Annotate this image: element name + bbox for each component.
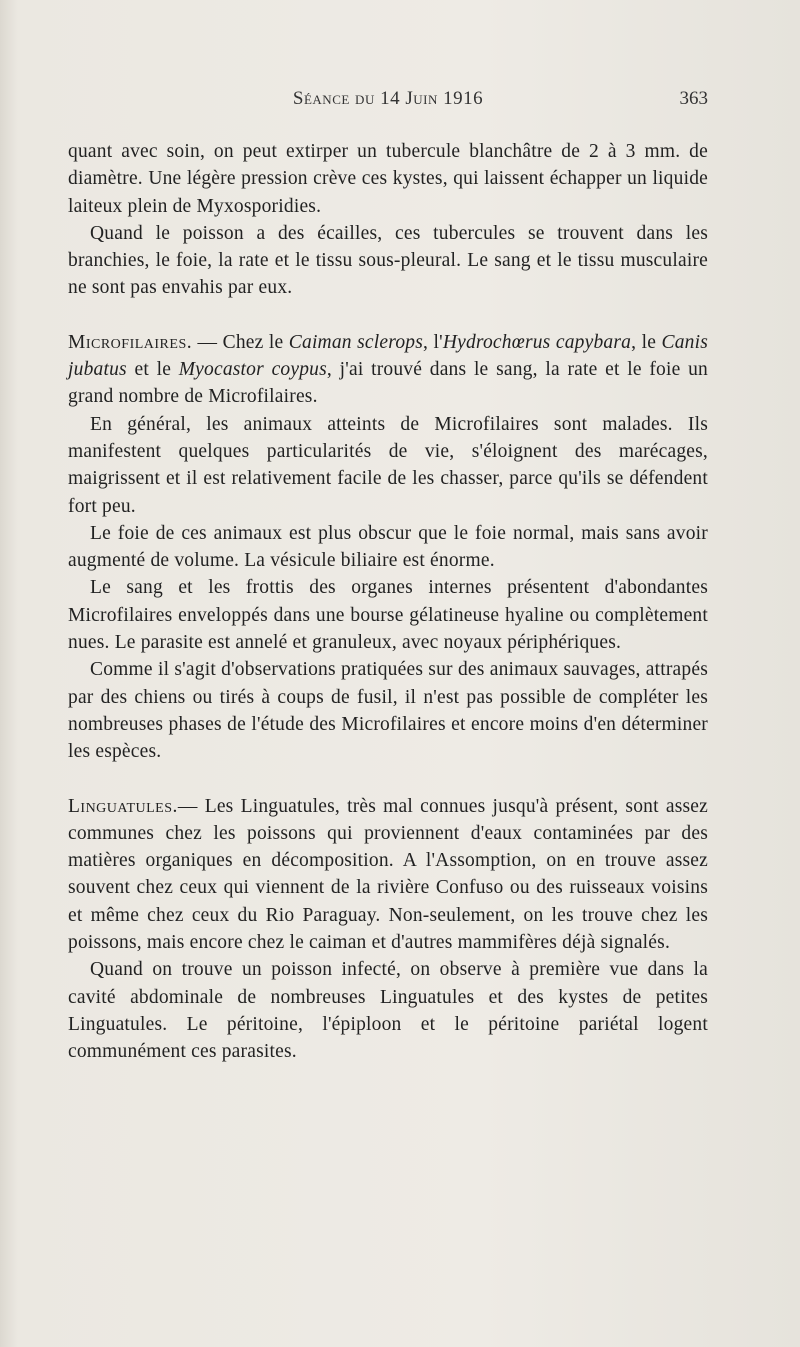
- section-microfilaires: [68, 329, 708, 411]
- species-name: Canis jubatus: [68, 331, 708, 381]
- paragraph: Le sang et les frottis des organes internes présentent d'abondantes Microfilaires enveloppés dans une bourse gélatineuse hyaline ou complètement nues. Le parasite est annelé et granuleux, avec noyaux périphériques.: [68, 577, 708, 654]
- section-heading: Linguatules.: [68, 795, 178, 817]
- paragraph: Le foie de ces animaux est plus obscur que le foie normal, mais sans avoir augmenté de volume. La vésicule biliaire est énorme.: [68, 522, 708, 572]
- species-name: Myocastor coypus: [178, 359, 327, 381]
- paragraph: Comme il s'agit d'observations pratiquées sur des animaux sauvages, attrapés par des chiens ou tirés à coups de fusil, il n'est pas possible de compléter les nombreuses phases de l'étude des Microfilaires et encore moins d'en déterminer les espèces.: [68, 659, 708, 763]
- text-run: , l': [423, 331, 443, 353]
- page-number: 363: [679, 88, 708, 109]
- paragraph: Quand le poisson a des écailles, ces tubercules se trouvent dans les branchies, le foie, la rate et le tissu sous-pleural. Le sang et le tissu musculaire ne sont pas envahis par eux.: [68, 222, 708, 299]
- page-header: [68, 88, 708, 118]
- species-name: Caiman sclerops: [288, 331, 424, 353]
- paragraph: En général, les animaux atteints de Microfilaires sont malades. Ils manifestent quelques particularités de vie, s'éloignent des marécages, maigrissent et il est relativement facile de les chasser, parce qu'ils se défendent fort peu.: [68, 413, 708, 517]
- section-heading: Microfilaires.: [68, 331, 193, 353]
- paragraph: quant avec soin, on peut extirper un tubercule blanchâtre de 2 à 3 mm. de diamètre. Une légère pression crève ces kystes, qui laissent échapper un liquide laiteux plein de Myxosporidies.: [68, 141, 708, 217]
- text-run: — Les Linguatules, très mal connues jusqu'à présent, sont assez communes chez les poissons qui proviennent d'eaux contaminées par des matières organiques en décomposition. A l'Assomption, on en trouve assez souvent chez ceux qui viennent de la rivière Confuso ou des ruisseaux voisins et même chez ceux du Rio Paraguay. Non-seulement, on les trouve chez les poissons, mais encore chez le caiman et d'autres mammifères déjà signalés.: [68, 795, 708, 954]
- body-text: [68, 138, 708, 1066]
- section-linguatules: [68, 793, 708, 957]
- text-run: , j'ai trouvé dans le sang, la rate et le foie un grand nombre de Microfilaires.: [68, 359, 709, 408]
- text-run: et le: [126, 359, 179, 381]
- text-run: , le: [631, 331, 662, 353]
- paragraph: Quand on trouve un poisson infecté, on observe à première vue dans la cavité abdominale de nombreuses Linguatules et des kystes de petites Linguatules. Le péritoine, l'épiploon et le péritoine pariétal logent communément ces parasites.: [68, 959, 708, 1063]
- species-name: Hydrochœrus capybara: [442, 331, 632, 353]
- text-run: — Chez le: [192, 331, 289, 353]
- running-head: Séance du 14 Juin 1916: [292, 88, 484, 109]
